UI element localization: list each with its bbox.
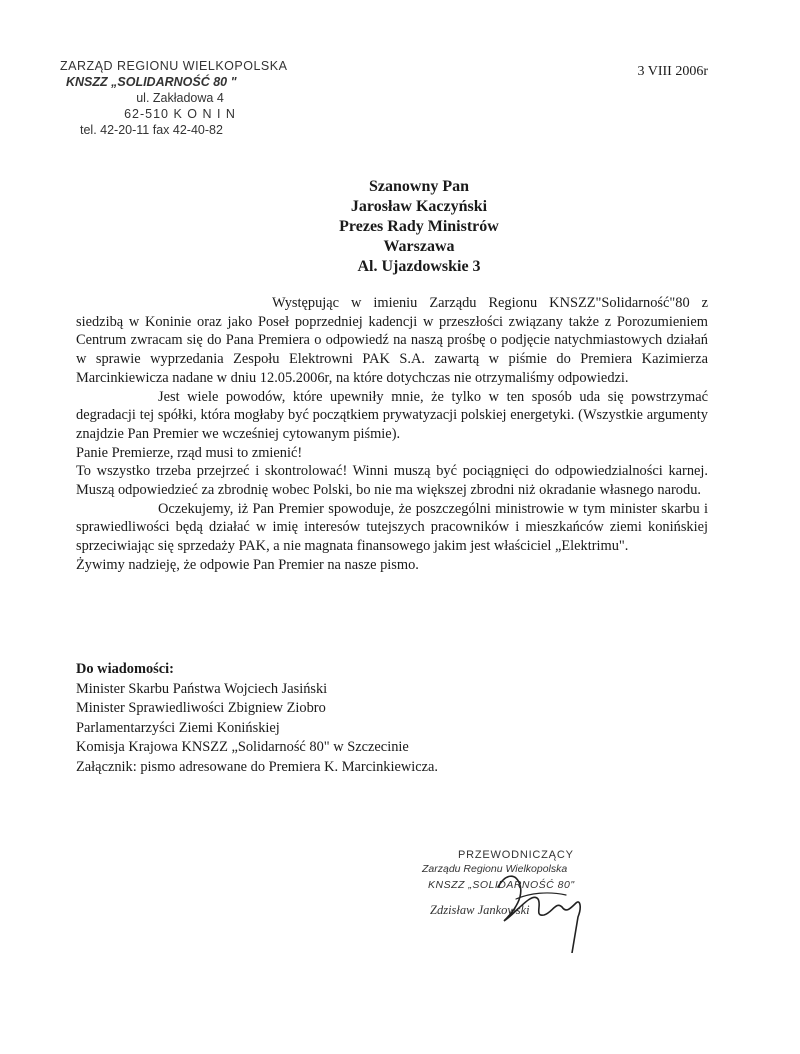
letterhead-city: 62-510 K O N I N [124, 107, 236, 121]
recipient-street: Al. Ujazdowskie 3 [357, 258, 481, 275]
body-paragraph: Oczekujemy, iż Pan Premier spowoduje, że poszczególni ministrowie w tym minister skarbu i sprawiedliwości będą działać w imię interesów tutejszych pracowników i mieszkańców ziemi konińskiej sprzeciwiając się sprzedaży PAK, a nie magnata finansowego jakim jest właściciel „Elektrimu". [76, 500, 708, 555]
signature-org: Zarządu Regionu Wielkopolska [422, 863, 568, 875]
letterhead-phone: tel. 42-20-11 fax 42-40-82 [80, 123, 223, 137]
cc-item: Komisja Krajowa KNSZZ „Solidarność 80" w Szczecinie [76, 739, 409, 756]
letterhead-stamp [60, 58, 300, 138]
recipient-block [0, 177, 800, 277]
recipient-salutation: Szanowny Pan [368, 178, 470, 195]
attachment-note: Załącznik: pismo adresowane do Premiera K. Marcinkiewicza. [76, 758, 439, 775]
letterhead-org: ZARZĄD REGIONU WIELKOPOLSKA [60, 59, 288, 73]
letter-body [76, 294, 708, 575]
signature-stamp [420, 843, 620, 953]
recipient-name: Jarosław Kaczyński [350, 198, 488, 215]
cc-block [76, 660, 716, 778]
handwritten-signature [420, 843, 620, 953]
cc-item: Minister Skarbu Państwa Wojciech Jasiński [76, 680, 328, 697]
signature-name: Zdzisław Jankowski [430, 903, 530, 917]
cc-heading: Do wiadomości: [76, 661, 174, 677]
body-paragraph: Panie Premierze, rząd musi to zmienić! [76, 444, 303, 461]
letterhead-union: KNSZZ „SOLIDARNOŚĆ 80 " [66, 75, 237, 89]
signature-union: KNSZZ „SOLIDARNOŚĆ 80" [428, 879, 575, 891]
cc-item: Parlamentarzyści Ziemi Konińskiej [76, 719, 280, 736]
letter-date: 3 VIII 2006r [637, 64, 708, 79]
recipient-city: Warszawa [383, 238, 455, 255]
cc-item: Minister Sprawiedliwości Zbigniew Ziobro [76, 700, 326, 717]
signature-role: PRZEWODNICZĄCY [458, 849, 574, 861]
letterhead-street: ul. Zakładowa 4 [136, 91, 224, 105]
body-paragraph: Jest wiele powodów, które upewniły mnie, że tylko w ten sposób uda się powstrzymać degradacji tej spółki, która mogłaby być początkiem prywatyzacji polskiej energetyki. (Wszystkie argumenty znajdzie Pan Premier we wcześniej cytowanym piśmie). [76, 388, 708, 442]
body-paragraph: Występując w imieniu Zarządu Regionu KNSZZ"Solidarność"80 z siedzibą w Koninie oraz jako Poseł poprzedniej kadencji w przeszłości związany także z Porozumieniem Centrum zwracam się do Pana Premiera o odpowiedź na naszą prośbę o podjęcie natychmiastowych działań w sprawie wyprzedania Zespołu Elektrowni PAK S.A. zawartą w piśmie do Premiera Kazimierza Marcinkiewicza nadane w dniu 12.05.2006r, na które dotychczas nie otrzymaliśmy odpowiedzi. [76, 295, 708, 386]
body-paragraph: Żywimy nadzieję, że odpowie Pan Premier na nasze pismo. [76, 556, 419, 573]
body-paragraph: To wszystko trzeba przejrzeć i skontrolować! Winni muszą być pociągnięci do odpowiedzialności karnej. Muszą odpowiedzieć za zbrodnię wobec Polski, bo nie ma większej zbrodni niż okradanie własnego narodu. [76, 463, 708, 499]
recipient-title: Prezes Rady Ministrów [339, 218, 499, 235]
